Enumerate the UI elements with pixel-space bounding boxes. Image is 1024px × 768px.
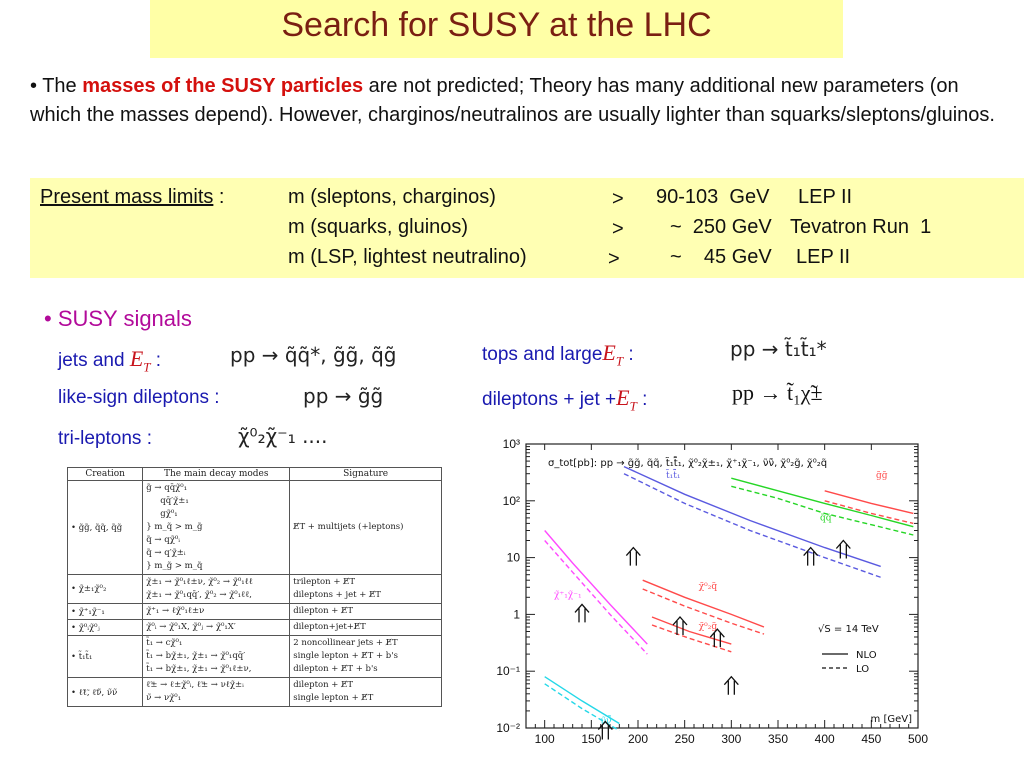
signal-trilep-label: tri-leptons : (58, 428, 152, 449)
decay-cell (143, 481, 290, 575)
limit-rel-3: > (608, 248, 620, 270)
signature-line: dilepton + E̸T + b's (293, 664, 378, 674)
susy-signature-table (67, 467, 442, 707)
limit-source-1: LEP II (798, 186, 853, 208)
energy-annotation: √S = 14 TeV (818, 624, 879, 635)
decay-line: q̃ → q′χ̃±ᵢ (146, 548, 186, 558)
susy-signals-heading: • SUSY signals (44, 306, 192, 331)
x-tick-label: 250 (674, 732, 695, 746)
limit-source-3: LEP II (796, 246, 851, 268)
limit-particle-2: m (squarks, gluinos) (288, 216, 469, 238)
series-label: χ̃⁰₂q̃ (698, 582, 718, 593)
dilep-process: pp → t̃₁χ̃± (732, 380, 823, 405)
missing-et-symbol: $E_T$ (616, 385, 637, 414)
signature-line: trilepton + E̸T (293, 577, 356, 587)
table-row (68, 678, 442, 707)
y-tick-label: 10³ (502, 437, 520, 451)
x-tick-label: 300 (721, 732, 742, 746)
intro-paragraph (30, 72, 1000, 130)
x-tick-label: 350 (767, 732, 789, 746)
dilep-text: dileptons + jet + (482, 389, 617, 410)
x-tick-label: 100 (534, 732, 555, 746)
header-creation: Creation (68, 468, 143, 481)
x-tick-label: 450 (861, 732, 882, 746)
decay-line: gχ̃⁰₁ (160, 509, 178, 519)
limits-heading: Present mass limits (40, 186, 214, 208)
y-tick-label: 1 (513, 607, 520, 622)
mass-limits-box (30, 178, 1024, 278)
creation-cell: • χ̃±₁χ̃⁰₂ (68, 575, 143, 604)
chart-title: σ_tot[pb]: pp → g̃g̃, q̃q̃, t̃₁t̃̄₁, χ̃⁰₂χ̃±₁, χ̃⁺₁χ̃⁻₁, ν̃ν̄̃, χ̃⁰₂g̃, χ̃⁰₂q̃ (548, 458, 828, 469)
series-label: q̃q̃ (820, 513, 832, 524)
decay-line: ν̃ → νχ̃⁰₁ (146, 693, 182, 703)
legend-label: NLO (856, 650, 877, 661)
dilep-colon: : (636, 389, 648, 410)
signature-line: single lepton + E̸T (293, 693, 374, 703)
y-tick-label: 10 (506, 550, 520, 565)
signature-cell (290, 636, 442, 678)
table-row (68, 620, 442, 636)
y-tick-label: 10² (502, 493, 520, 508)
signature-line: single lepton + E̸T + b's (293, 651, 398, 661)
intro-suffix: are not predicted; Theory has many additional new parameters (on which the masses depend). However, charginos/neutralinos are usually lighter than squarks/sleptons/gluinos. (30, 75, 995, 126)
signature-line: dilepton+jet+E̸T (293, 622, 366, 632)
decay-cell (143, 575, 290, 604)
limit-value-3: ~ 45 GeV (670, 246, 772, 268)
signal-jets-label (58, 346, 161, 375)
page-title: Search for SUSY at the LHC (281, 6, 712, 44)
signature-line: E̸T + multijets (+leptons) (293, 522, 404, 532)
limit-particle-3: m (LSP, lightest neutralino) (288, 246, 527, 268)
creation-cell: • χ̃⁺₁χ̃⁻₁ (68, 604, 143, 620)
table-row (68, 636, 442, 678)
decay-line: t̃₁ → bχ̃±₁, χ̃±₁ → χ̃⁰₁ℓ±ν, (146, 664, 252, 674)
signature-line: dilepton + E̸T (293, 606, 353, 616)
series-label: t̃₁t̃̄₁ (666, 471, 681, 482)
header-signature: Signature (290, 468, 442, 481)
signature-cell (290, 678, 442, 707)
likesign-process: pp → g̃g̃ (303, 384, 384, 408)
y-tick-label: 10⁻² (496, 721, 520, 735)
decay-cell (143, 678, 290, 707)
jets-text: jets and (58, 350, 130, 371)
x-tick-label: 500 (907, 732, 928, 746)
decay-line: χ̃⁺₁ → ℓχ̃⁰₁ℓ±ν (146, 606, 205, 616)
signature-cell (290, 620, 442, 636)
creation-cell: • g̃g̃, q̃q̃, q̃g̃ (68, 481, 143, 575)
trilep-process: χ̃⁰₂χ̃⁻₁ .... (238, 424, 328, 448)
decay-line: ℓ̃± → ℓ±χ̃⁰ᵢ, ℓ̃± → νℓχ̃±ᵢ (146, 680, 244, 690)
x-tick-label: 150 (581, 732, 602, 746)
limit-rel-2: > (612, 218, 624, 240)
decay-line: χ̃±₁ → χ̃⁰₁ℓ±ν, χ̃⁰₂ → χ̃⁰₁ℓℓ (146, 577, 253, 587)
signature-cell (290, 575, 442, 604)
table-row (68, 604, 442, 620)
x-tick-label: 200 (627, 732, 649, 746)
decay-line: qq̄′χ̃±₁ (160, 496, 189, 506)
series-label: g̃g̃ (876, 471, 888, 482)
limits-heading-wrap (40, 186, 225, 209)
limit-source-2: Tevatron Run 1 (790, 216, 932, 238)
limit-value-2: ~ 250 GeV (670, 216, 772, 238)
tops-process: pp → t̃₁t̃₁* (730, 337, 827, 361)
table-header-row (68, 468, 442, 481)
signature-cell (290, 481, 442, 575)
decay-condition: } m_g̃ > m_q̃ (146, 561, 203, 571)
decay-line: χ̃±₁ → χ̃⁰₁qq̄′, χ̃⁰₂ → χ̃⁰₁ℓℓ, (146, 590, 252, 600)
decay-condition: } m_q̃ > m_g̃ (146, 522, 203, 532)
missing-et-symbol: $E_T$ (602, 340, 624, 369)
series-label: χ̃⁰₂g̃ (698, 622, 718, 633)
cross-section-plot (478, 436, 928, 761)
title-banner (150, 0, 843, 58)
series-label: ν̃ν̄̃ (600, 716, 612, 727)
creation-cell: • χ̃⁰ᵢχ̃⁰ⱼ (68, 620, 143, 636)
y-tick-label: 10⁻¹ (496, 664, 520, 679)
decay-line: g̃ → qq̄χ̃⁰₁ (146, 483, 188, 493)
legend-label: LO (856, 664, 870, 675)
missing-et-symbol: $E_T$ (129, 346, 151, 375)
jets-colon: : (150, 350, 162, 371)
decay-cell (143, 604, 290, 620)
decay-cell (143, 620, 290, 636)
limit-particle-1: m (sleptons, charginos) (288, 186, 496, 208)
x-axis-label: m [GeV] (870, 714, 912, 725)
signal-dilep-label (482, 385, 647, 414)
x-tick-label: 400 (814, 732, 835, 746)
limit-rel-1: > (612, 188, 624, 210)
signature-line: dilepton + E̸T (293, 680, 353, 690)
table-row (68, 575, 442, 604)
decay-line: q̃ → qχ̃⁰ᵢ (146, 535, 180, 545)
signature-cell (290, 604, 442, 620)
decay-line: χ̃⁰ᵢ → χ̃⁰₁X, χ̃⁰ⱼ → χ̃⁰₁X′ (146, 622, 236, 632)
limits-colon: : (213, 186, 225, 208)
signal-tops-label (482, 340, 634, 369)
decay-line: t̃₁ → bχ̃±₁, χ̃±₁ → χ̃⁰₁qq̄′ (146, 651, 246, 661)
creation-cell: • ℓ̃ℓ̃, ℓ̃ν̃, ν̃ν̃ (68, 678, 143, 707)
signature-line: 2 noncollinear jets + E̸T (293, 638, 398, 648)
series-label: χ̃⁺₁χ̃⁻₁ (554, 590, 582, 601)
tops-colon: : (623, 344, 634, 365)
intro-highlight: masses of the SUSY particles (82, 75, 364, 97)
signature-line: dileptons + jet + E̸T (293, 590, 381, 600)
table-row (68, 481, 442, 575)
tops-text: tops and large (482, 344, 603, 365)
header-decay-modes: The main decay modes (143, 468, 290, 481)
decay-cell (143, 636, 290, 678)
creation-cell: • t̃₁t̃₁ (68, 636, 143, 678)
decay-line: t̃₁ → cχ̃⁰₁ (146, 638, 183, 648)
signal-likesign-label: like-sign dileptons : (58, 387, 220, 408)
limit-value-1: 90-103 GeV (656, 186, 770, 208)
intro-prefix: • The (30, 75, 83, 97)
jets-process: pp → q̃q̃*, g̃g̃, q̃g̃ (230, 343, 397, 367)
